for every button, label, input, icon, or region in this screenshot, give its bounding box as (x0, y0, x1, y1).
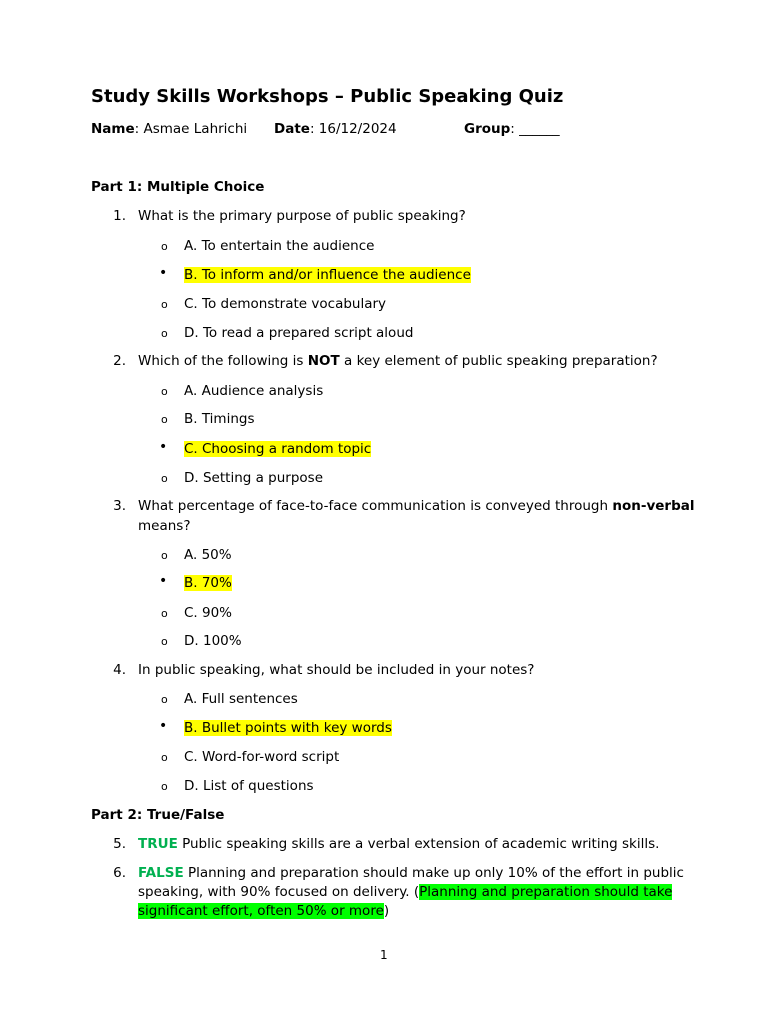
statement-text: FALSE Planning and preparation should make up only 10% of the effort in public (138, 865, 684, 881)
name-label: Name (91, 121, 135, 137)
selected-option-marker: • (159, 439, 168, 455)
selected-option-marker: • (159, 265, 168, 281)
selected-option-text: B. Bullet points with key words (184, 720, 392, 736)
question-text: What percentage of face-to-face communication is conveyed through non-verbal (138, 498, 695, 514)
option-marker: o (161, 385, 168, 398)
group-field (464, 121, 560, 137)
date-label: Date (274, 121, 310, 137)
option-marker: o (161, 780, 168, 793)
statement-text-continued: speaking, with 90% focused on delivery. (Planning and preparation should take (138, 884, 673, 900)
question-number: 4. (113, 662, 126, 678)
part1-heading: Part 1: Multiple Choice (91, 179, 265, 195)
option-text: A. Full sentences (184, 691, 298, 707)
date-field (274, 121, 397, 137)
true-label: TRUE (138, 836, 178, 852)
option-marker: o (161, 607, 168, 620)
option-marker: o (161, 298, 168, 311)
question-text-continued: means? (138, 518, 191, 534)
selected-option-text: B. To inform and/or influence the audience (184, 267, 471, 283)
correction-highlight: Planning and preparation should take (419, 884, 673, 900)
name-field (91, 121, 247, 137)
date-value: : 16/12/2024 (309, 121, 397, 137)
option-marker: o (161, 472, 168, 485)
option-marker: o (161, 751, 168, 764)
option-text: D. To read a prepared script aloud (184, 325, 414, 341)
selected-option-text: C. Choosing a random topic (184, 441, 372, 457)
statement-text: TRUE Public speaking skills are a verbal extension of academic writing skills. (138, 836, 660, 852)
option-text: C. To demonstrate vocabulary (184, 296, 387, 312)
question-text: Which of the following is NOT a key element of public speaking preparation? (138, 353, 658, 369)
selected-option-marker: • (159, 573, 168, 589)
option-text: A. To entertain the audience (184, 238, 375, 254)
option-marker: o (161, 240, 168, 253)
question-number: 6. (113, 865, 126, 881)
option-text: A. Audience analysis (184, 383, 324, 399)
option-text: C. 90% (184, 605, 233, 621)
false-label: FALSE (138, 865, 184, 881)
option-marker: o (161, 327, 168, 340)
selected-option-marker: • (159, 718, 168, 734)
part2-heading: Part 2: True/False (91, 807, 225, 823)
option-text: B. Timings (184, 411, 255, 427)
selected-option-text: B. 70% (184, 575, 232, 591)
question-number: 5. (113, 836, 126, 852)
question-text: In public speaking, what should be included in your notes? (138, 662, 535, 678)
page-number: 1 (380, 948, 388, 962)
group-label: Group (464, 121, 511, 137)
question-number: 3. (113, 498, 126, 514)
group-value: : ______ (510, 121, 560, 137)
emphasis-text: non-verbal (612, 498, 695, 514)
option-marker: o (161, 549, 168, 562)
option-text: C. Word-for-word script (184, 749, 340, 765)
question-number: 1. (113, 208, 126, 224)
option-text: D. 100% (184, 633, 242, 649)
option-text: D. Setting a purpose (184, 470, 324, 486)
statement-text-continued: significant effort, often 50% or more) (138, 903, 390, 919)
option-text: D. List of questions (184, 778, 314, 794)
document-title: Study Skills Workshops – Public Speaking Quiz (91, 86, 564, 107)
option-marker: o (161, 693, 168, 706)
question-text: What is the primary purpose of public speaking? (138, 208, 466, 224)
option-text: A. 50% (184, 547, 232, 563)
name-value: : Asmae Lahrichi (134, 121, 248, 137)
question-number: 2. (113, 353, 126, 369)
correction-highlight: significant effort, often 50% or more (138, 903, 384, 919)
option-marker: o (161, 635, 168, 648)
option-marker: o (161, 413, 168, 426)
emphasis-text: NOT (307, 353, 340, 369)
